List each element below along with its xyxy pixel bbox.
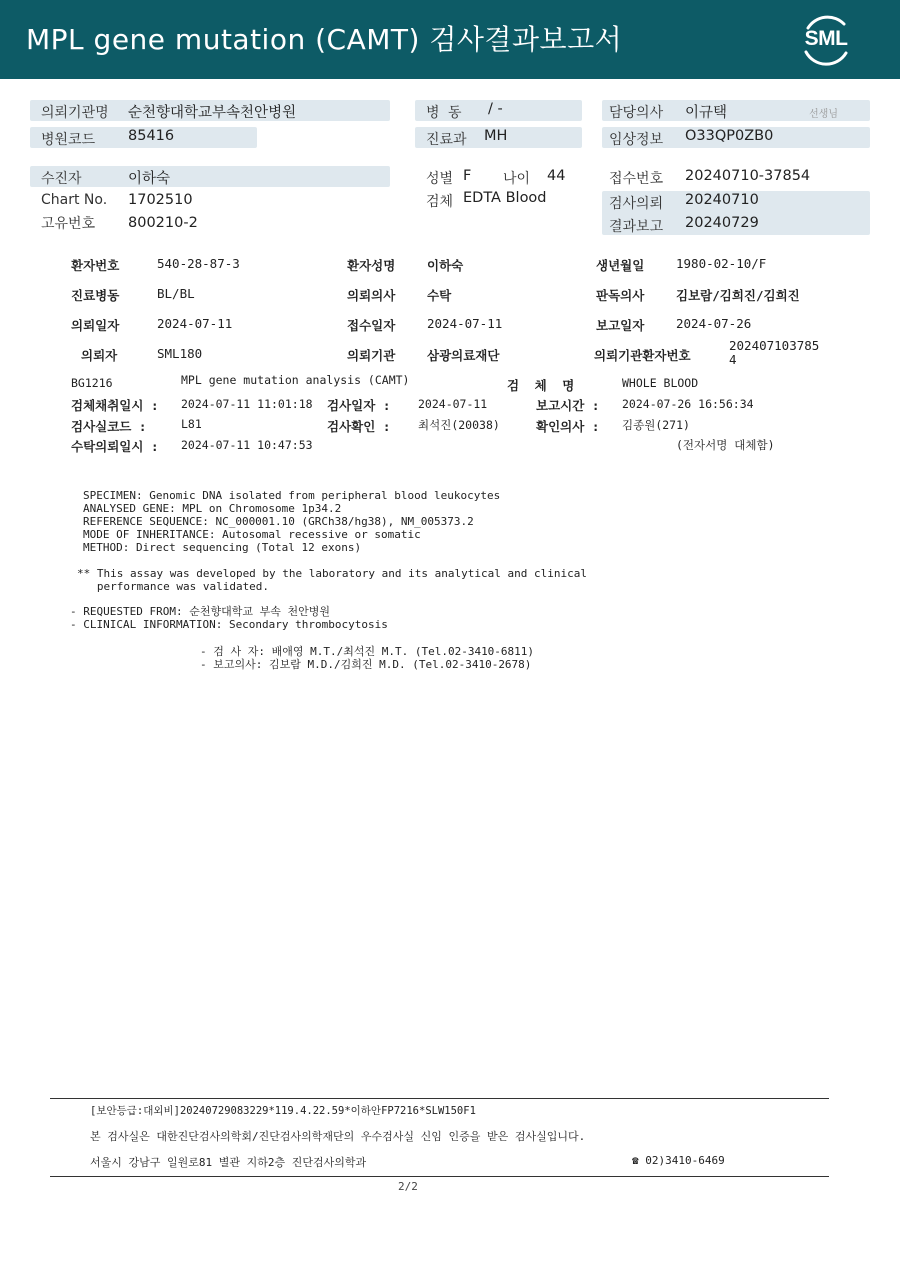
reader-label: 판독의사 — [596, 288, 645, 303]
verify-value: 최석진(20038) — [418, 418, 500, 432]
req-inst-value: 삼광의료재단 — [427, 348, 500, 363]
report-date-label: 결과보고 — [609, 219, 664, 235]
page-number: 2/2 — [398, 1180, 418, 1193]
department-value: MH — [484, 128, 508, 144]
test-date-label: 검사일자 : — [327, 398, 391, 413]
report-note-line: ** This assay was developed by the laboratory and its analytical and clinical — [77, 567, 587, 580]
doctor-label: 담당의사 — [609, 105, 664, 121]
clinical-label: 임상정보 — [609, 132, 664, 148]
test-date-value: 2024-07-11 — [418, 397, 488, 411]
birth-label: 생년월일 — [596, 258, 645, 273]
chart-no-label: Chart No. — [41, 192, 108, 208]
recv-date-label: 접수일자 — [347, 318, 396, 333]
rep-date-value: 2024-07-26 — [676, 316, 752, 331]
clinical-value: O33QP0ZB0 — [685, 128, 774, 144]
footer-bottom-rule — [50, 1176, 829, 1177]
sml-logo — [796, 11, 856, 67]
patient-no-value: 540-28-87-3 — [157, 256, 240, 271]
patient-value: 이하숙 — [128, 171, 171, 187]
inst-patient-no-value-1: 202407103785 — [729, 338, 820, 353]
recv-date-value: 2024-07-11 — [427, 316, 503, 331]
address-line: 서울시 강남구 일원로81 별관 지하2층 진단검사의학과 — [90, 1156, 367, 1169]
report-time-label: 보고시간 : — [536, 398, 600, 413]
test-name: MPL gene mutation analysis (CAMT) — [181, 373, 410, 387]
esign-note: (전자서명 대체함) — [676, 438, 775, 452]
req-inst-label: 의뢰기관 — [347, 348, 396, 363]
age-label: 나이 — [503, 171, 531, 187]
lab-code-value: L81 — [181, 417, 202, 431]
report-header — [0, 0, 900, 79]
report-note-line: performance was validated. — [77, 580, 270, 593]
req-doctor-label: 의뢰의사 — [347, 288, 396, 303]
staff-line: - 보고의사: 김보람 M.D./김희진 M.D. (Tel.02-3410-2678) — [200, 658, 532, 671]
unique-no-value: 800210-2 — [128, 215, 198, 231]
doctor-suffix: 선생님 — [809, 109, 838, 120]
sex-value: F — [463, 168, 472, 184]
sex-label: 성별 — [426, 171, 454, 187]
confirm-value: 김종원(271) — [622, 418, 690, 432]
patient-name-value: 이하숙 — [427, 258, 464, 273]
test-code: BG1216 — [71, 376, 113, 390]
requester-label: 의뢰자 — [81, 348, 118, 363]
logo-text: SML — [804, 27, 848, 50]
patient-no-label: 환자번호 — [71, 258, 120, 273]
order-value: 2024-07-11 10:47:53 — [181, 438, 313, 452]
specimen-value: EDTA Blood — [463, 190, 547, 206]
security-line: [보안등급:대외비]20240729083229*119.4.22.59*이하안FP7216*SLW150F1 — [90, 1105, 476, 1117]
req-doctor-value: 수탁 — [427, 288, 452, 303]
report-line: METHOD: Direct sequencing (Total 12 exons) — [83, 541, 362, 554]
order-label: 수탁의뢰일시 : — [71, 439, 159, 454]
receipt-value: 20240710-37854 — [685, 168, 811, 184]
birth-value: 1980-02-10/F — [676, 256, 767, 271]
req-date-value: 2024-07-11 — [157, 316, 233, 331]
chart-no-value: 1702510 — [128, 192, 193, 208]
request-date-label: 검사의뢰 — [609, 196, 664, 212]
requester-value: SML180 — [157, 346, 203, 361]
ward-detail-label: 진료병동 — [71, 288, 120, 303]
rep-date-label: 보고일자 — [596, 318, 645, 333]
verify-label: 검사확인 : — [327, 419, 391, 434]
hospital-code-value: 85416 — [128, 128, 175, 144]
doctor-value: 이규택 — [685, 105, 728, 121]
specimen-label: 검체 — [426, 194, 454, 210]
reader-value: 김보람/김희진/김희진 — [676, 288, 800, 303]
patient-label: 수진자 — [41, 171, 82, 187]
report-line: MODE OF INHERITANCE: Autosomal recessive or somatic — [83, 528, 421, 541]
receipt-label: 접수번호 — [609, 171, 664, 187]
report-line: SPECIMEN: Genomic DNA isolated from peripheral blood leukocytes — [83, 489, 501, 502]
collect-label: 검체채취일시 : — [71, 398, 159, 413]
request-line: - REQUESTED FROM: 순천향대학교 부속 천안병원 — [70, 605, 330, 618]
age-value: 44 — [547, 168, 566, 184]
unique-no-label: 고유번호 — [41, 216, 96, 232]
department-label: 진료과 — [426, 132, 467, 148]
phone-line: ☎ 02)3410-6469 — [632, 1154, 725, 1167]
ward-detail-value: BL/BL — [157, 286, 195, 301]
report-line: REFERENCE SEQUENCE: NC_000001.10 (GRCh38/hg38), NM_005373.2 — [83, 515, 474, 528]
specimen-name-value: WHOLE BLOOD — [622, 376, 699, 390]
report-time-value: 2024-07-26 16:56:34 — [622, 397, 754, 411]
patient-name-label: 환자성명 — [347, 258, 396, 273]
hospital-code-label: 병원코드 — [41, 132, 96, 148]
collect-value: 2024-07-11 11:01:18 — [181, 397, 313, 411]
cert-line: 본 검사실은 대한진단검사의학회/진단검사의학재단의 우수검사실 신임 인증을 받은 검사실입니다. — [90, 1130, 586, 1143]
specimen-name-label: 검 체 명 — [507, 378, 579, 393]
ward-label: 병 동 — [426, 105, 464, 121]
report-line: ANALYSED GENE: MPL on Chromosome 1p34.2 — [83, 502, 342, 515]
staff-line: - 검 사 자: 배애영 M.T./최석진 M.T. (Tel.02-3410-6811) — [200, 645, 535, 658]
footer-top-rule — [50, 1098, 829, 1099]
institution-value: 순천향대학교부속천안병원 — [128, 105, 297, 121]
confirm-label: 확인의사 : — [536, 419, 600, 434]
inst-patient-no-value-2: 4 — [729, 352, 737, 367]
req-date-label: 의뢰일자 — [71, 318, 120, 333]
request-line: - CLINICAL INFORMATION: Secondary thrombocytosis — [70, 618, 388, 631]
patient-pill — [30, 166, 390, 187]
lab-code-label: 검사실코드 : — [71, 419, 147, 434]
request-date-value: 20240710 — [685, 192, 759, 208]
ward-value: / - — [488, 101, 503, 117]
report-title: MPL gene mutation (CAMT) 검사결과보고서 — [26, 23, 623, 56]
institution-label: 의뢰기관명 — [41, 105, 109, 121]
inst-patient-no-label: 의뢰기관환자번호 — [594, 348, 691, 363]
report-date-value: 20240729 — [685, 215, 759, 231]
